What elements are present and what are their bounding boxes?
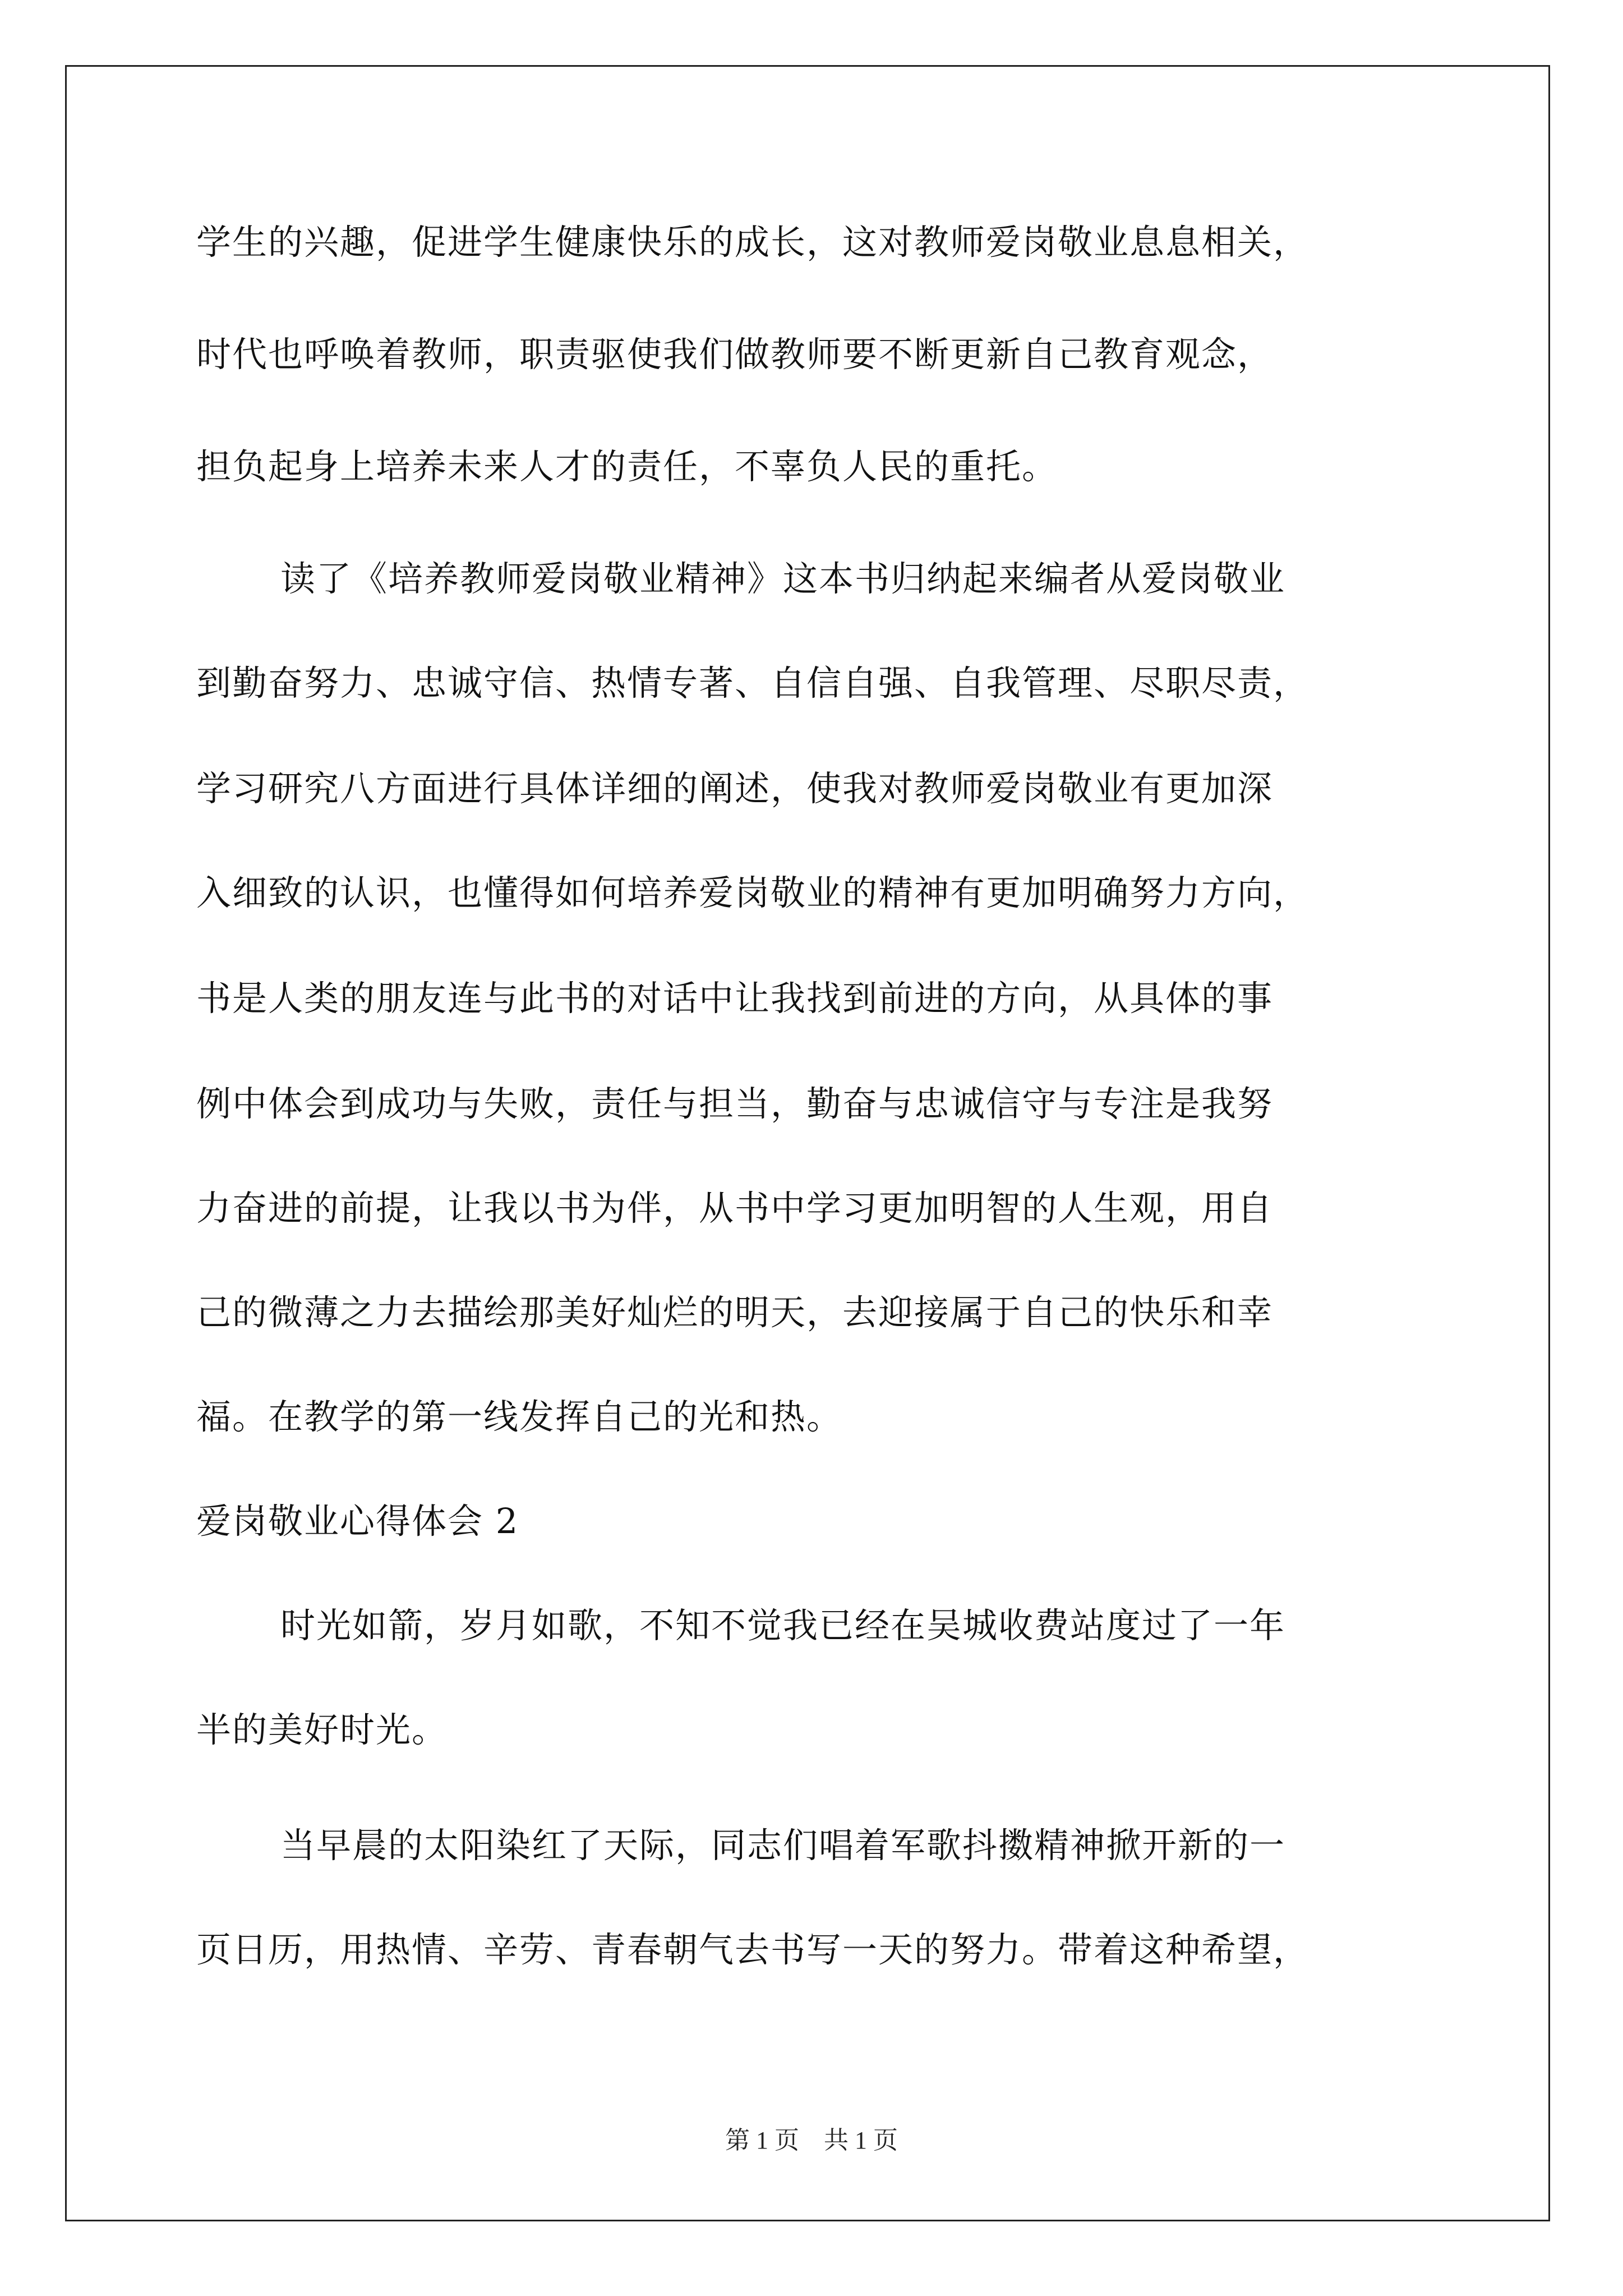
paragraph-2-line-8: 己的微薄之力去描绘那美好灿烂的明天，去迎接属于自己的快乐和幸	[196, 1292, 1274, 1333]
paragraph-2-line-7: 力奋进的前提，让我以书为伴，从书中学习更加明智的人生观，用自	[196, 1188, 1274, 1228]
paragraph-3-line-2: 半的美好时光。	[196, 1709, 448, 1750]
paragraph-1-line-3: 担负起身上培养未来人才的责任，不辜负人民的重托。	[196, 446, 1058, 487]
paragraph-3-line-1: 时光如箭，岁月如歌，不知不觉我已经在吴城收费站度过了一年	[280, 1605, 1286, 1646]
paragraph-1-line-1: 学生的兴趣，促进学生健康快乐的成长，这对教师爱岗敬业息息相关，	[196, 222, 1310, 263]
paragraph-2-line-5: 书是人类的朋友连与此书的对话中让我找到前进的方向，从具体的事	[196, 978, 1274, 1019]
page-border	[65, 65, 1550, 2221]
paragraph-2-line-9: 福。在教学的第一线发挥自己的光和热。	[196, 1396, 843, 1437]
paragraph-1-line-2: 时代也呼唤着教师，职责驱使我们做教师要不断更新自己教育观念，	[196, 334, 1274, 375]
paragraph-2-line-2: 到勤奋努力、忠诚守信、热情专著、自信自强、自我管理、尽职尽责，	[196, 662, 1310, 703]
paragraph-2-line-6: 例中体会到成功与失败，责任与担当，勤奋与忠诚信守与专注是我努	[196, 1083, 1274, 1124]
paragraph-2-line-4: 入细致的认识，也懂得如何培养爱岗敬业的精神有更加明确努力方向，	[196, 872, 1310, 913]
paragraph-2-line-3: 学习研究八方面进行具体详细的阐述，使我对教师爱岗敬业有更加深	[196, 768, 1274, 809]
paragraph-2-line-1: 读了《培养教师爱岗敬业精神》这本书归纳起来编者从爱岗敬业	[280, 558, 1286, 599]
paragraph-4-line-1: 当早晨的太阳染红了天际，同志们唱着军歌抖擞精神掀开新的一	[280, 1825, 1286, 1866]
paragraph-4-line-2: 页日历，用热情、辛劳、青春朝气去书写一天的努力。带着这种希望，	[196, 1929, 1310, 1970]
section-heading: 爱岗敬业心得体会 2	[196, 1501, 519, 1542]
page-number-footer: 第 1 页 共 1 页	[725, 2127, 898, 2154]
